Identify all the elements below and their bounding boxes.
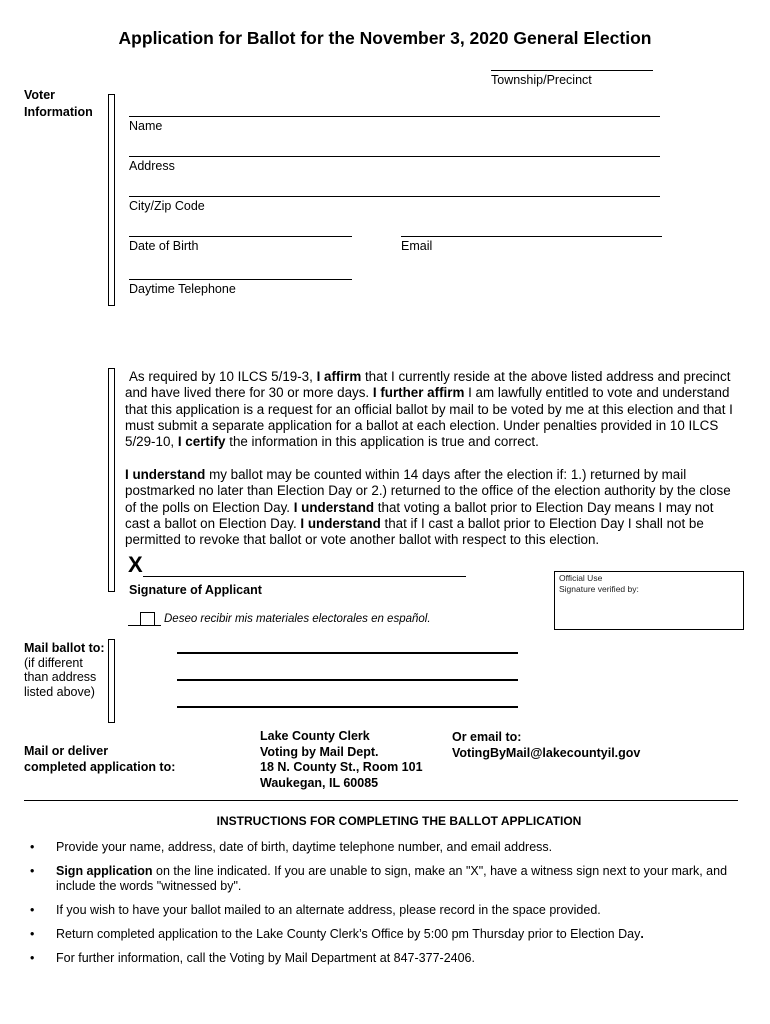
date-of-birth-line[interactable] — [129, 236, 352, 237]
township-precinct-line[interactable] — [491, 70, 653, 71]
email-label: Email — [401, 239, 433, 253]
email-line[interactable] — [401, 236, 662, 237]
instructions-heading: INSTRUCTIONS FOR COMPLETING THE BALLOT APPLICATION — [216, 814, 582, 828]
signature-verified-label: Signature verified by: — [559, 584, 639, 594]
spanish-option-label: Deseo recibir mis materiales electorales en español. — [164, 613, 431, 625]
voter-info-bracket — [108, 94, 115, 306]
email-to-label: Or email to: — [452, 730, 522, 744]
mail-ballot-to-label: Mail ballot to: (if different than address listed above) — [24, 641, 105, 699]
daytime-telephone-line[interactable] — [129, 279, 352, 280]
official-use-label: Official Use — [559, 573, 603, 583]
list-item: • Sign application on the line indicated. If you are unable to sign, make an "X", have a witness sign next to your mark, and include the words "witnessed by". — [30, 864, 728, 893]
affirmation-bracket — [108, 368, 115, 592]
mail-ballot-line-2[interactable] — [177, 679, 518, 681]
address-line[interactable] — [129, 156, 660, 157]
signature-label: Signature of Applicant — [129, 583, 262, 597]
mail-ballot-line-3[interactable] — [177, 706, 518, 708]
list-item: • For further information, call the Voting by Mail Department at 847-377-2406. — [30, 951, 475, 965]
mail-ballot-line-1[interactable] — [177, 652, 518, 654]
mail-or-deliver-label: Mail or deliver completed application to: — [24, 744, 176, 774]
city-zip-line[interactable] — [129, 196, 660, 197]
address-label: Address — [129, 159, 175, 173]
official-use-box — [554, 571, 744, 630]
list-item: • Return completed application to the Lake County Clerk’s Office by 5:00 pm Thursday prior to Election Day. — [30, 927, 644, 941]
section-divider — [24, 800, 738, 801]
date-of-birth-label: Date of Birth — [129, 239, 199, 253]
list-item: • Provide your name, address, date of birth, daytime telephone number, and email address. — [30, 840, 553, 854]
city-zip-label: City/Zip Code — [129, 199, 205, 213]
list-item: • If you wish to have your ballot mailed to an alternate address, please record in the space provided. — [30, 903, 601, 917]
signature-line[interactable] — [143, 576, 466, 577]
clerk-address: Lake County Clerk Voting by Mail Dept. 18 N. County St., Room 101 Waukegan, IL 60085 — [260, 729, 423, 790]
daytime-telephone-label: Daytime Telephone — [129, 282, 236, 296]
instructions-list — [24, 840, 744, 975]
understanding-paragraph: I understand my ballot may be counted within 14 days after the election if: 1.) returned by mail postmarked no later than Election Day or 2.) returned to the office of the election authority by the close of the polls on Election Day. I understand that voting a ballot prior to Election Day means I may not cast a ballot on Election Day. I understand that if I cast a ballot prior to Election Day I shall not be permitted to revoke that ballot or vote another ballot with respect to this election. — [125, 467, 731, 547]
mail-ballot-bracket — [108, 639, 115, 723]
affirmation-paragraph: As required by 10 ILCS 5/19-3, I affirm that I currently reside at the above listed address and precinct and have lived there for 30 or more days. I further affirm I am lawfully entitled to vote and understand that this application is a request for an official ballot by mail to be voted by me at this election and that I must submit a separate application for a ballot at each election. Under penalties provided in 10 ILCS 5/29-10, I certify the information in this application is true and correct. — [125, 369, 733, 450]
spanish-option-underline-left — [128, 625, 140, 626]
spanish-option-underline-right — [155, 625, 161, 626]
spanish-option-checkbox[interactable] — [140, 612, 155, 626]
name-label: Name — [129, 119, 163, 133]
page-title: Application for Ballot for the November 3, 2020 General Election — [118, 28, 652, 48]
township-precinct-label: Township/Precinct — [491, 73, 592, 87]
voter-information-label: Voter Information — [24, 88, 93, 119]
signature-x-mark: X — [128, 552, 143, 577]
email-to-address[interactable]: VotingByMail@lakecountyil.gov — [452, 746, 641, 760]
name-line[interactable] — [129, 116, 660, 117]
